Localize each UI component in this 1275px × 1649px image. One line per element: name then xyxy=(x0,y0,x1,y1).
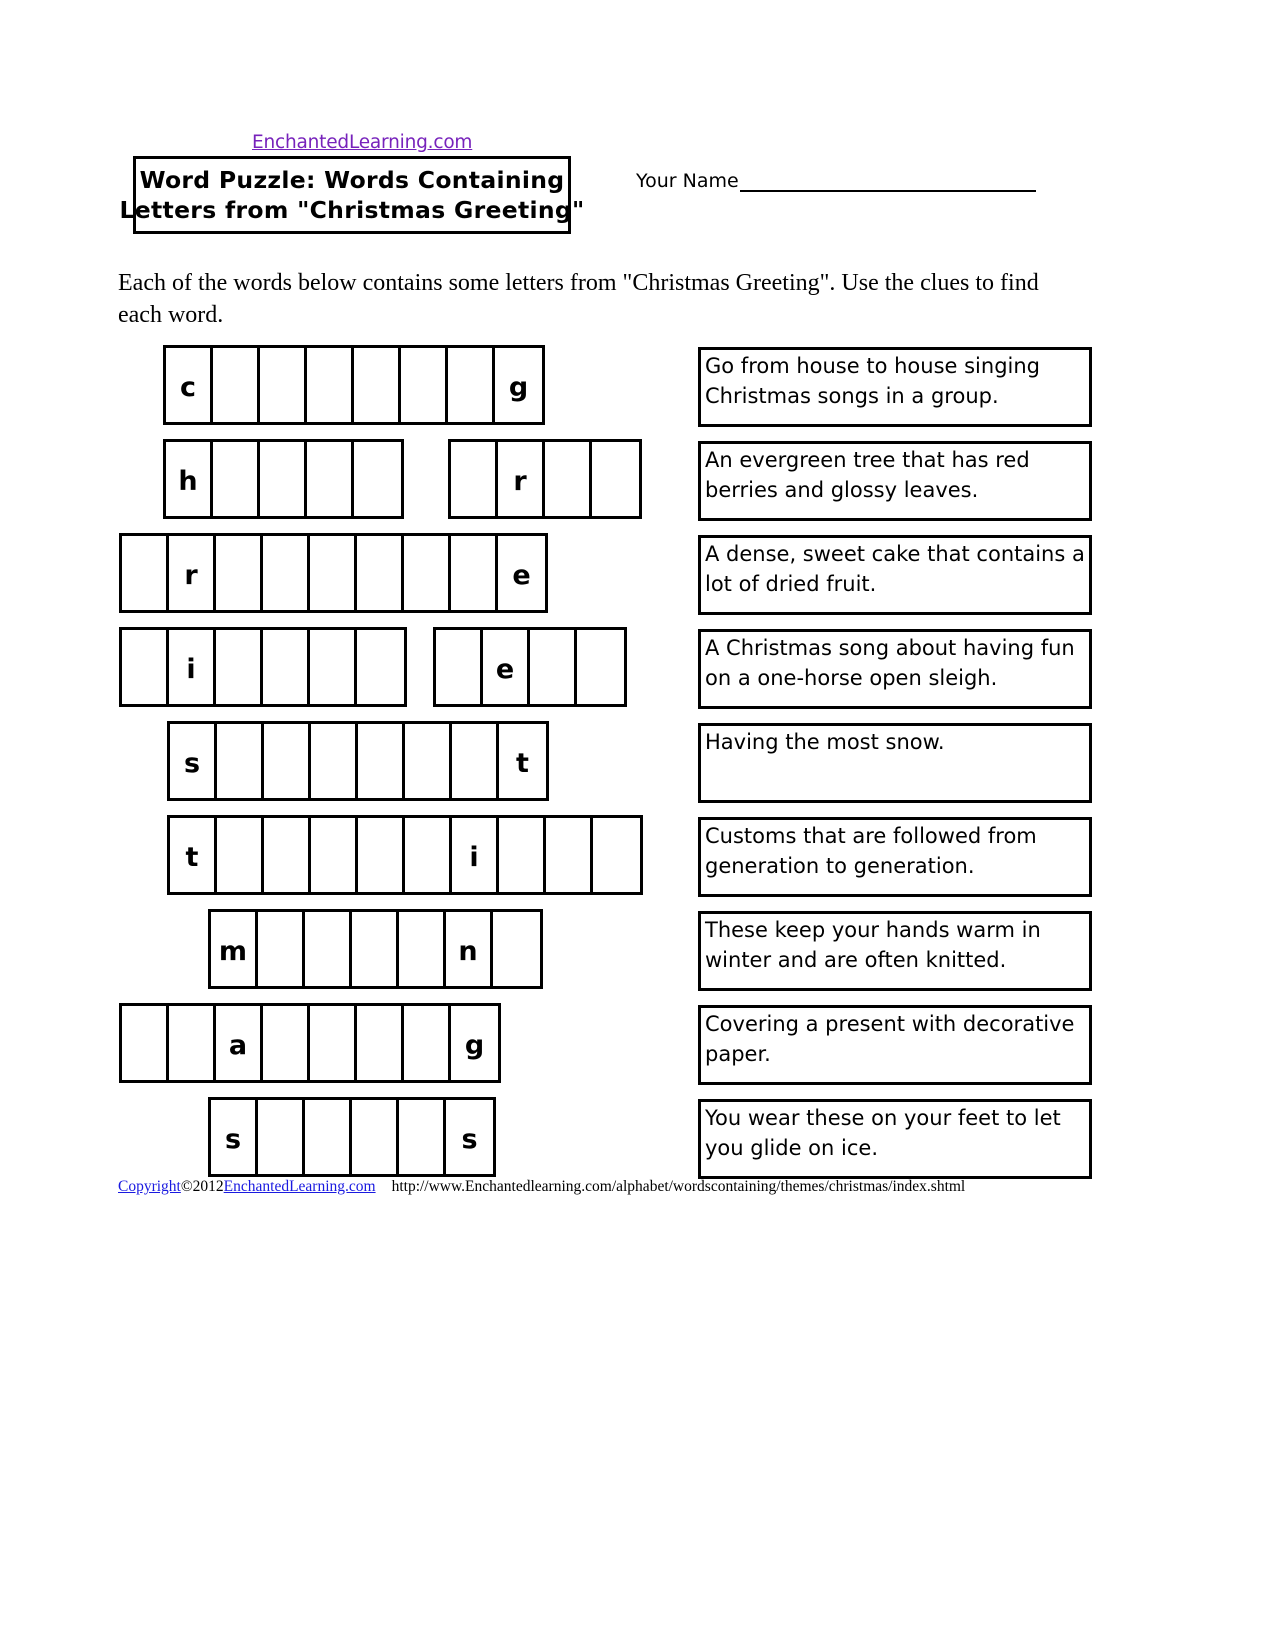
clue-box: Go from house to house singing Christmas songs in a group. xyxy=(698,347,1092,427)
letter-cell-blank[interactable] xyxy=(217,724,264,798)
letter-cell-filled[interactable]: e xyxy=(483,630,530,704)
letter-cell-blank[interactable] xyxy=(448,348,495,422)
instructions-text: Each of the words below contains some letters from "Christmas Greeting". Use the clues to find each word. xyxy=(118,270,1039,328)
letter-cell-blank[interactable] xyxy=(213,442,260,516)
letter-cell-blank[interactable] xyxy=(263,536,310,610)
letter-cell-blank[interactable] xyxy=(305,912,352,986)
student-name-field[interactable] xyxy=(636,170,1036,192)
letter-cell-blank[interactable] xyxy=(264,818,311,892)
letter-cell-filled[interactable]: t xyxy=(516,747,529,779)
letter-box-group xyxy=(448,439,642,519)
letter-cell-blank[interactable] xyxy=(452,724,499,798)
letter-box-group xyxy=(119,1003,501,1083)
letter-cell-blank[interactable] xyxy=(263,1006,310,1080)
letter-cell-filled[interactable]: g xyxy=(464,1029,485,1061)
letter-cell-blank[interactable] xyxy=(310,630,357,704)
letter-box-group xyxy=(119,533,548,613)
letter-cell-blank[interactable] xyxy=(530,630,577,704)
letter-cell-blank[interactable] xyxy=(358,818,405,892)
letter-cell-blank[interactable] xyxy=(122,1006,169,1080)
letter-cell-filled[interactable]: m xyxy=(211,912,258,986)
letter-cell-blank[interactable] xyxy=(399,1100,446,1174)
clue-list xyxy=(698,347,1092,1193)
letter-cell-blank[interactable] xyxy=(592,442,639,516)
footer-site-link[interactable]: EnchantedLearning.com xyxy=(223,1178,376,1195)
letter-cell-filled[interactable]: t xyxy=(170,818,217,892)
letter-cell-blank[interactable] xyxy=(260,442,307,516)
letter-cell-blank[interactable] xyxy=(357,536,404,610)
letter-box-group xyxy=(208,1097,496,1177)
letter-cell-blank[interactable] xyxy=(352,912,399,986)
letter-cell-blank[interactable] xyxy=(122,536,169,610)
letter-cell-blank[interactable] xyxy=(451,442,498,516)
letter-cell-filled[interactable]: s xyxy=(211,1100,258,1174)
letter-cell-blank[interactable] xyxy=(493,912,540,986)
letter-cell-blank[interactable] xyxy=(263,630,310,704)
letter-cell-blank[interactable] xyxy=(307,348,354,422)
student-name-blank-line[interactable] xyxy=(740,173,1036,192)
enchantedlearning-site-link[interactable]: EnchantedLearning.com xyxy=(252,132,473,153)
letter-cell-blank[interactable] xyxy=(577,630,624,704)
letter-cell-blank[interactable] xyxy=(451,536,498,610)
letter-box-group xyxy=(119,627,407,707)
footer-copyright-link[interactable]: Copyright xyxy=(118,1178,181,1195)
letter-cell-blank[interactable] xyxy=(405,724,452,798)
clue-box: These keep your hands warm in winter and are often knitted. xyxy=(698,911,1092,991)
page-title-line-1: Word Puzzle: Words Containing xyxy=(139,165,565,194)
letter-cell-blank[interactable] xyxy=(264,724,311,798)
student-name-label: Your Name xyxy=(636,170,739,192)
letter-cell-blank[interactable] xyxy=(305,1100,352,1174)
letter-cell-blank[interactable] xyxy=(499,818,546,892)
letter-cell-blank[interactable] xyxy=(352,1100,399,1174)
letter-box-group xyxy=(167,721,549,801)
letter-box-group xyxy=(163,439,404,519)
letter-cell-blank[interactable] xyxy=(307,442,354,516)
worksheet-title-box xyxy=(119,156,585,234)
letter-cell-filled[interactable]: c xyxy=(166,348,213,422)
letter-cell-blank[interactable] xyxy=(357,1006,404,1080)
clue-box: Covering a present with decorative paper. xyxy=(698,1005,1092,1085)
letter-cell-blank[interactable] xyxy=(216,630,263,704)
letter-cell-blank[interactable] xyxy=(436,630,483,704)
letter-cell-blank[interactable] xyxy=(354,442,401,516)
clue-box: A Christmas song about having fun on a one-horse open sleigh. xyxy=(698,629,1092,709)
letter-box-group xyxy=(208,909,543,989)
letter-cell-blank[interactable] xyxy=(310,536,357,610)
letter-cell-blank[interactable] xyxy=(405,818,452,892)
footer xyxy=(118,1178,965,1196)
clue-box: A dense, sweet cake that contains a lot of dried fruit. xyxy=(698,535,1092,615)
letter-cell-blank[interactable] xyxy=(358,724,405,798)
letter-cell-filled[interactable]: s xyxy=(461,1123,478,1155)
letter-box-group xyxy=(163,345,545,425)
letter-cell-blank[interactable] xyxy=(122,630,169,704)
letter-cell-blank[interactable] xyxy=(216,536,263,610)
letter-cell-filled[interactable]: i xyxy=(169,630,216,704)
letter-cell-filled[interactable]: r xyxy=(169,536,216,610)
letter-cell-blank[interactable] xyxy=(311,818,358,892)
letter-cell-blank[interactable] xyxy=(404,536,451,610)
letter-cell-filled[interactable]: n xyxy=(446,912,493,986)
letter-cell-blank[interactable] xyxy=(310,1006,357,1080)
letter-cell-blank[interactable] xyxy=(258,1100,305,1174)
letter-cell-blank[interactable] xyxy=(593,818,640,892)
footer-url: http://www.Enchantedlearning.com/alphabet/wordscontaining/themes/christmas/index.shtml xyxy=(391,1178,966,1195)
letter-cell-filled[interactable]: r xyxy=(498,442,545,516)
letter-cell-blank[interactable] xyxy=(401,348,448,422)
letter-box-group xyxy=(167,815,643,895)
letter-cell-blank[interactable] xyxy=(169,1006,216,1080)
letter-cell-blank[interactable] xyxy=(354,348,401,422)
clue-box: Customs that are followed from generation to generation. xyxy=(698,817,1092,897)
page-title-line-2: Letters from "Christmas Greeting" xyxy=(119,196,585,224)
clue-box: An evergreen tree that has red berries and glossy leaves. xyxy=(698,441,1092,521)
letter-cell-blank[interactable] xyxy=(399,912,446,986)
letter-cell-filled[interactable]: i xyxy=(452,818,499,892)
clue-box: Having the most snow. xyxy=(698,723,1092,803)
letter-cell-blank[interactable] xyxy=(213,348,260,422)
footer-copyright-year: ©2012 xyxy=(180,1178,224,1195)
letter-cell-blank[interactable] xyxy=(357,630,404,704)
letter-cell-blank[interactable] xyxy=(546,818,593,892)
letter-cell-filled[interactable]: a xyxy=(216,1006,263,1080)
letter-cell-blank[interactable] xyxy=(258,912,305,986)
clue-box: You wear these on your feet to let you glide on ice. xyxy=(698,1099,1092,1179)
letter-cell-filled[interactable]: s xyxy=(170,724,217,798)
letter-cell-blank[interactable] xyxy=(217,818,264,892)
letter-cell-blank[interactable] xyxy=(545,442,592,516)
letter-cell-blank[interactable] xyxy=(260,348,307,422)
letter-cell-filled[interactable]: g xyxy=(508,371,529,403)
letter-cell-filled[interactable]: h xyxy=(166,442,213,516)
letter-cell-blank[interactable] xyxy=(404,1006,451,1080)
letter-box-group xyxy=(433,627,627,707)
letter-cell-filled[interactable]: e xyxy=(512,559,531,591)
letter-cell-blank[interactable] xyxy=(311,724,358,798)
